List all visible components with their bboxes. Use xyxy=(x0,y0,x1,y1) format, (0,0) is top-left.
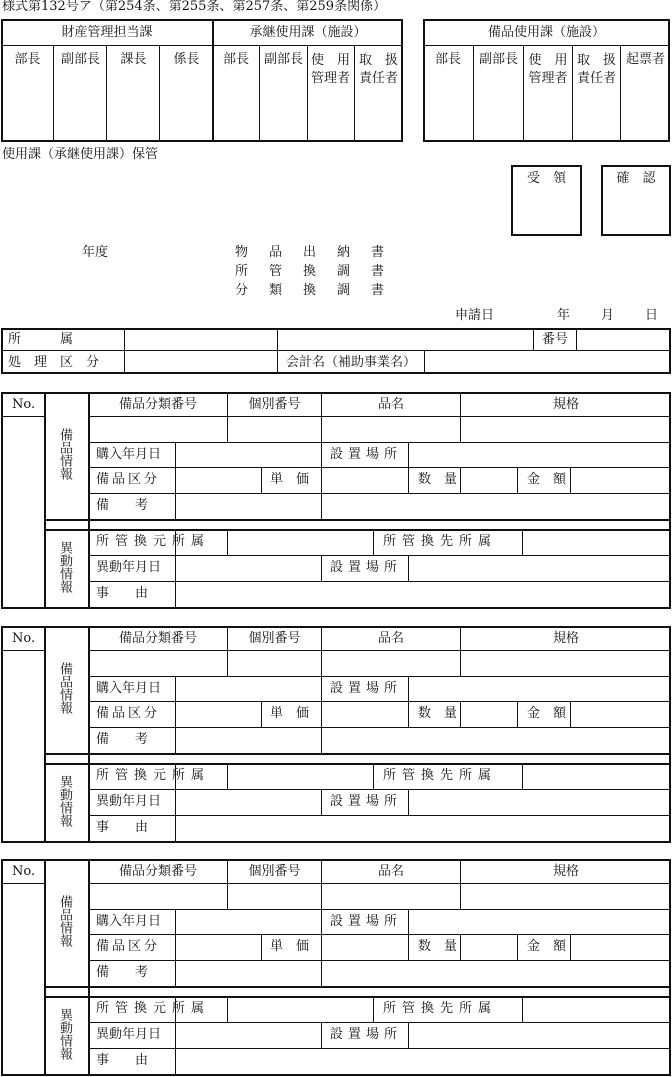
form-title: 様式第132号ア（第254条、第255条、第257条、第259条関係） xyxy=(2,0,387,14)
install-place-label: 設置場所 xyxy=(330,794,403,809)
grid-line xyxy=(88,416,671,417)
reason-label: 事 由 xyxy=(96,820,149,835)
grid-line xyxy=(88,626,90,843)
user-dept-header: 備品使用課（施設） xyxy=(487,25,605,40)
stamp-cell-label: 副部長 xyxy=(60,52,100,67)
category-label: 備品区分 xyxy=(96,472,161,487)
grid-line xyxy=(175,909,176,986)
grid-line xyxy=(373,529,374,555)
grid-line xyxy=(175,442,176,519)
grid-line xyxy=(522,996,523,1022)
grid-line xyxy=(1,350,671,351)
grid-line xyxy=(408,676,409,727)
grid-line xyxy=(321,789,322,815)
grid-line xyxy=(1,883,45,884)
install-place-label: 設置場所 xyxy=(330,447,403,462)
equipment-info-label: 備品情報 xyxy=(57,428,72,480)
grid-line xyxy=(570,934,571,960)
stamp-cell-label: 課長 xyxy=(120,52,147,67)
no-label: No. xyxy=(12,631,36,646)
grid-line xyxy=(522,529,523,555)
grid-line xyxy=(88,883,671,884)
column-header: 規格 xyxy=(552,397,579,412)
stamp-cell-label: 使 用管理者 xyxy=(310,53,350,86)
column-header: 規格 xyxy=(552,631,579,646)
from-dept-label: 所管換元所属 xyxy=(96,1001,211,1016)
equipment-info-label: 備品情報 xyxy=(57,895,72,947)
grid-line xyxy=(261,701,262,727)
finance-dept-header: 財産管理担当課 xyxy=(61,25,153,40)
column-header: 規格 xyxy=(552,864,579,879)
purchase-date-label: 購入年月日 xyxy=(96,447,162,462)
quantity-label: 数 量 xyxy=(418,939,458,954)
grid-line xyxy=(44,996,671,998)
remarks-label: 備 考 xyxy=(96,498,149,513)
confirm-label: 確 認 xyxy=(616,171,656,186)
approval-header-divider xyxy=(423,45,670,46)
grid-line xyxy=(408,555,409,581)
application-date-label: 申請日 xyxy=(455,308,495,323)
transfer-info-label: 異動情報 xyxy=(57,775,72,827)
grid-line xyxy=(408,442,409,493)
grid-line xyxy=(227,996,228,1022)
grid-line xyxy=(88,859,90,1076)
receipt-label: 受 領 xyxy=(526,171,566,186)
grid-line xyxy=(44,763,671,765)
affiliation-label: 所 属 xyxy=(8,332,74,347)
grid-line xyxy=(321,555,322,581)
column-header: 個別番号 xyxy=(248,397,301,412)
grid-line xyxy=(44,519,671,521)
remarks-label: 備 考 xyxy=(96,965,149,980)
process-category-label: 処 理 区 分 xyxy=(8,355,100,370)
approval-header-divider xyxy=(1,45,403,46)
grid-line xyxy=(44,986,671,988)
grid-line xyxy=(321,392,322,519)
column-header: 備品分類番号 xyxy=(118,397,197,412)
grid-line xyxy=(570,467,571,493)
install-place-label: 設置場所 xyxy=(330,560,403,575)
grid-line xyxy=(408,909,409,960)
remarks-label: 備 考 xyxy=(96,732,149,747)
quantity-label: 数 量 xyxy=(418,706,458,721)
no-label: No. xyxy=(12,864,36,879)
grid-line xyxy=(576,328,577,350)
grid-line xyxy=(373,996,374,1022)
grid-line xyxy=(1,416,45,417)
grid-line xyxy=(261,467,262,493)
grid-line xyxy=(44,529,671,531)
unit-price-label: 単 価 xyxy=(270,939,310,954)
quantity-label: 数 量 xyxy=(418,472,458,487)
from-dept-label: 所管換元所属 xyxy=(96,768,211,783)
stamp-cell-label: 使 用管理者 xyxy=(528,53,568,86)
stamp-cell-label: 係長 xyxy=(173,52,200,67)
transfer-date-label: 異動年月日 xyxy=(96,1027,162,1042)
no-label: No. xyxy=(12,397,36,412)
doc-title: 分 類 換 調 書 xyxy=(235,283,389,298)
grid-line xyxy=(517,701,518,727)
successor-dept-header: 承継使用課（施設） xyxy=(249,25,367,40)
grid-line xyxy=(124,328,125,374)
grid-line xyxy=(175,676,176,753)
grid-line xyxy=(408,1022,409,1048)
grid-line xyxy=(460,701,461,727)
grid-line xyxy=(570,701,571,727)
column-header: 個別番号 xyxy=(248,864,301,879)
category-label: 備品区分 xyxy=(96,939,161,954)
transfer-date-label: 異動年月日 xyxy=(96,560,162,575)
account-name-label: 会計名（補助事業名） xyxy=(285,355,416,370)
column-header: 品名 xyxy=(377,397,404,412)
transfer-info-label: 異動情報 xyxy=(57,1008,72,1060)
application-date-month: 月 xyxy=(601,308,615,323)
transfer-date-label: 異動年月日 xyxy=(96,794,162,809)
grid-line xyxy=(517,934,518,960)
grid-line xyxy=(44,626,46,843)
grid-line xyxy=(460,934,461,960)
storage-note: 使用課（承継使用課）保管 xyxy=(2,147,159,162)
stamp-cell-label: 副部長 xyxy=(478,52,518,67)
doc-title: 物 品 出 納 書 xyxy=(235,245,389,260)
grid-line xyxy=(227,529,228,555)
grid-line xyxy=(44,859,46,1076)
purchase-date-label: 購入年月日 xyxy=(96,914,162,929)
from-dept-label: 所管換元所属 xyxy=(96,534,211,549)
stamp-cell-label: 部長 xyxy=(14,52,41,67)
equipment-info-label: 備品情報 xyxy=(57,662,72,714)
grid-line xyxy=(517,467,518,493)
transfer-info-label: 異動情報 xyxy=(57,541,72,593)
grid-line xyxy=(373,763,374,789)
stamp-cell-label: 取 扱責任者 xyxy=(576,53,616,86)
doc-title: 所 管 換 調 書 xyxy=(235,264,389,279)
unit-price-label: 単 価 xyxy=(270,706,310,721)
install-place-label: 設置場所 xyxy=(330,681,403,696)
grid-line xyxy=(522,763,523,789)
grid-line xyxy=(321,1022,322,1048)
application-date-day: 日 xyxy=(645,308,659,323)
stamp-cell-label: 副部長 xyxy=(263,52,303,67)
grid-line xyxy=(408,789,409,815)
grid-line xyxy=(88,650,671,651)
column-header: 備品分類番号 xyxy=(118,864,197,879)
column-header: 備品分類番号 xyxy=(118,631,197,646)
stamp-cell-label: 部長 xyxy=(434,52,461,67)
grid-line xyxy=(44,392,46,609)
amount-label: 金 額 xyxy=(527,472,567,487)
grid-line xyxy=(227,763,228,789)
reason-label: 事 由 xyxy=(96,586,149,601)
application-date-year: 年 xyxy=(557,308,571,323)
stamp-cell-label: 部長 xyxy=(222,52,249,67)
grid-line xyxy=(261,934,262,960)
purchase-date-label: 購入年月日 xyxy=(96,681,162,696)
grid-line xyxy=(88,392,90,609)
column-header: 品名 xyxy=(377,864,404,879)
to-dept-label: 所管換先所属 xyxy=(383,1001,498,1016)
grid-line xyxy=(321,859,322,986)
reason-label: 事 由 xyxy=(96,1053,149,1068)
amount-label: 金 額 xyxy=(527,939,567,954)
column-header: 品名 xyxy=(377,631,404,646)
category-label: 備品区分 xyxy=(96,706,161,721)
to-dept-label: 所管換先所属 xyxy=(383,768,498,783)
install-place-label: 設置場所 xyxy=(330,1027,403,1042)
grid-line xyxy=(44,753,671,755)
fiscal-year-label: 年度 xyxy=(82,245,109,260)
to-dept-label: 所管換先所属 xyxy=(383,534,498,549)
grid-line xyxy=(321,626,322,753)
stamp-cell-label: 取 扱責任者 xyxy=(358,53,398,86)
column-header: 個別番号 xyxy=(248,631,301,646)
stamp-cell-label: 起票者 xyxy=(625,52,665,67)
grid-line xyxy=(424,350,425,374)
amount-label: 金 額 xyxy=(527,706,567,721)
unit-price-label: 単 価 xyxy=(270,472,310,487)
number-label: 番号 xyxy=(541,332,568,347)
grid-line xyxy=(1,650,45,651)
install-place-label: 設置場所 xyxy=(330,914,403,929)
grid-line xyxy=(460,467,461,493)
